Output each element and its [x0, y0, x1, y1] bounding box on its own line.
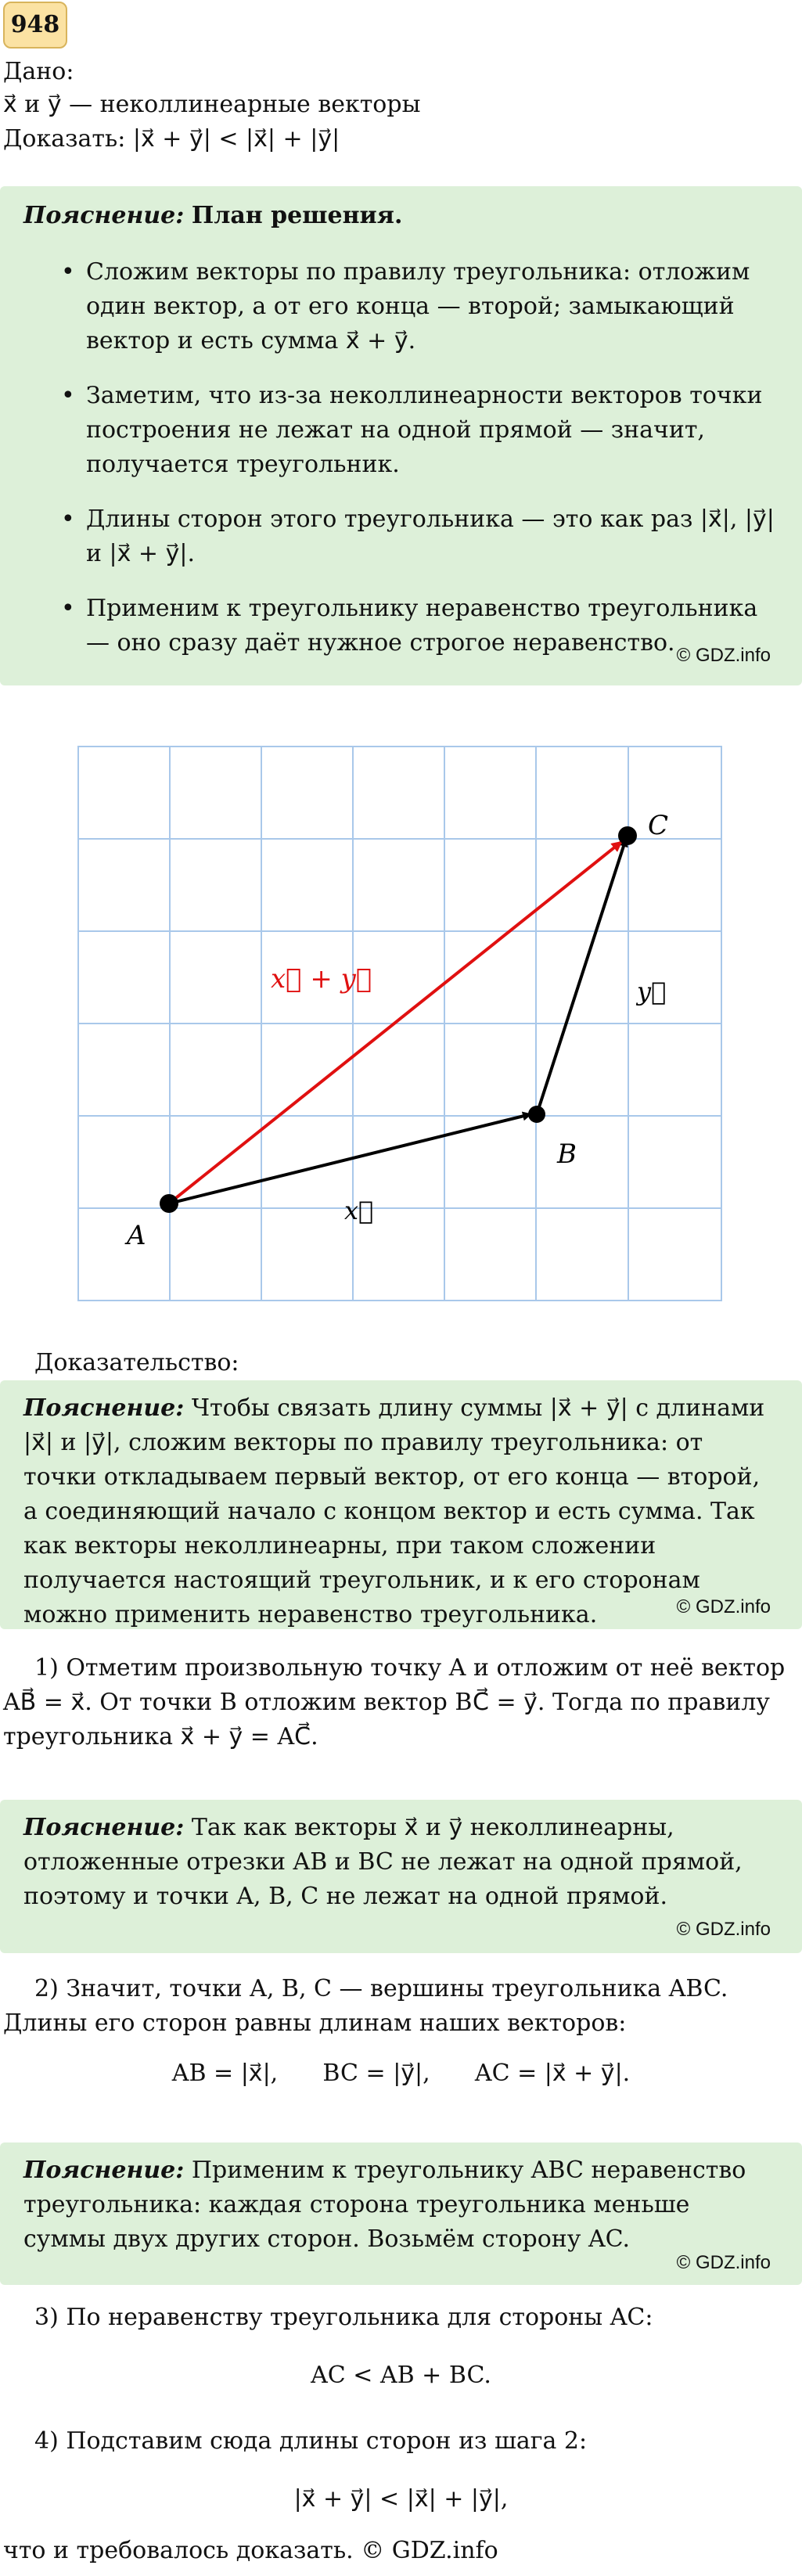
plan-list [23, 255, 779, 660]
prove-statement: Доказать: |x⃗ + y⃗| < |x⃗| + |y⃗| [3, 125, 340, 153]
plan-item: • Заметим, что из-за неколлинеарности векторов точки построения не лежат на одной прямой — значит, получается треугольник. [23, 379, 779, 482]
plan-title-italic: Пояснение: [23, 202, 185, 229]
step-4: 4) Подставим сюда длины сторон из шага 2: [34, 2427, 588, 2455]
copyright: © GDZ.info [676, 1596, 771, 1617]
proof-label: Доказательство: [34, 1349, 239, 1376]
plan-explanation-box [0, 186, 802, 685]
conclusion: что и требовалось доказать. © GDZ.info [3, 2537, 498, 2564]
given-statement: x⃗ и y⃗ — неколлинеарные векторы [3, 91, 421, 118]
step-2: 2) Значит, точки A, B, C — вершины треугольника ABC. Длины его сторон равны длинам наших векторов: [3, 1975, 728, 2037]
box3-title: Пояснение: [23, 1814, 185, 1841]
point-a-dot [160, 1194, 178, 1213]
problem-number-badge: 948 [3, 2, 67, 49]
vector-y-label: y⃗ [637, 977, 667, 1006]
vector-y-arrow [537, 839, 626, 1114]
plan-item: • Длины сторон этого треугольника — это как раз |x⃗|, |y⃗| и |x⃗ + y⃗|. [23, 502, 779, 571]
copyright: © GDZ.info [676, 1919, 771, 1940]
box3-text: Так как векторы x⃗ и y⃗ неколлинеарны, отложенные отрезки AB и BC не лежат на одной прямой, поэтому и точки A, B, C не лежат на одной прямой. [23, 1814, 743, 1910]
copyright: © GDZ.info [676, 645, 771, 666]
vector-sum-label: x⃗ + y⃗ [271, 963, 372, 995]
given-label: Дано: [3, 58, 74, 85]
step-2-formula: AB = |x⃗|, BC = |y⃗|, AC = |x⃗ + y⃗|. [171, 2060, 631, 2087]
box2-text: Чтобы связать длину суммы |x⃗ + y⃗| с длинами |x⃗| и |y⃗|, сложим векторы по правилу треугольника: от точки откладываем первый вектор, от его конца — второй, а соединяющий начало с концом вектор и есть сумма. Так как векторы неколлинеарны, при таком сложении получается настоящий треугольник, и к его сторонам можно применить неравенство треугольника. [23, 1394, 765, 1628]
box4-text: Применим к треугольнику ABC неравенство треугольника: каждая сторона треугольника меньше суммы двух других сторон. Возьмём сторону AC. [23, 2157, 746, 2253]
point-c-dot [618, 826, 637, 845]
point-b-label: B [557, 1139, 577, 1170]
step-4-formula: |x⃗ + y⃗| < |x⃗| + |y⃗|, [293, 2485, 509, 2513]
step-1: 1) Отметим произвольную точку A и отложим от неё вектор AB⃗ = x⃗. От точки B отложим вектор BC⃗ = y⃗. Тогда по правилу треугольника x⃗ + y⃗ = AC⃗. [3, 1654, 786, 1750]
point-c-label: C [648, 810, 669, 841]
plan-title [23, 199, 779, 233]
step-3-formula: AC < AB + BC. [311, 2362, 491, 2389]
explanation-box-2 [0, 1380, 802, 1629]
explanation-box-4 [0, 2142, 802, 2285]
point-a-label: A [127, 1220, 146, 1251]
plan-title-bold: План решения. [191, 202, 403, 229]
box4-title: Пояснение: [23, 2157, 185, 2184]
point-b-dot [528, 1106, 545, 1123]
explanation-box-3 [0, 1800, 802, 1953]
box2-title: Пояснение: [23, 1394, 185, 1422]
plan-item: • Применим к треугольнику неравенство треугольника — оно сразу даёт нужное строгое неравенство. [23, 592, 779, 660]
vector-x-label: x⃗ [344, 1196, 374, 1225]
copyright: © GDZ.info [676, 2252, 771, 2273]
plan-item: • Сложим векторы по правилу треугольника: отложим один вектор, а от его конца — второй; замыкающий вектор и есть сумма x⃗ + y⃗. [23, 255, 779, 358]
step-3: 3) По неравенству треугольника для стороны AC: [34, 2304, 653, 2331]
vector-diagram [0, 704, 802, 1322]
